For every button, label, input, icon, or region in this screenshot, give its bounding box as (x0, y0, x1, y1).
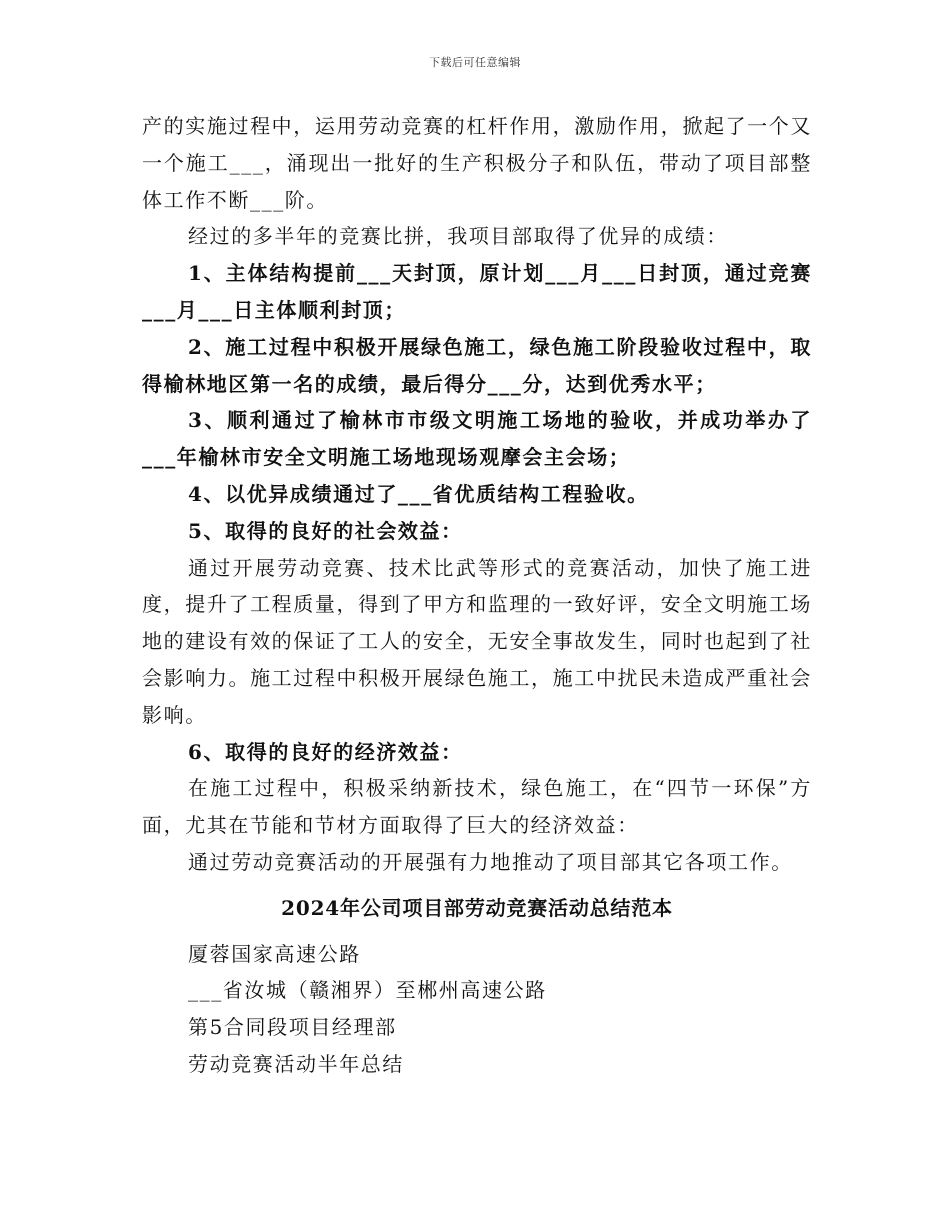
line-highway-route: ___省汝城（赣湘界）至郴州高速公路 (188, 978, 547, 1003)
line-contract-section: 第5合同段项目经理部 (188, 1015, 397, 1040)
result-item-5-heading: 5、取得的良好的社会效益： (188, 518, 463, 543)
line-summary-title: 劳动竞赛活动半年总结 (188, 1051, 404, 1076)
paragraph-conclusion: 通过劳动竞赛活动的开展强有力地推动了项目部其它各项工作。 (188, 849, 793, 874)
document-body (142, 108, 812, 1083)
paragraph-social-benefits: 通过开展劳动竞赛、技术比武等形式的竞赛活动，加快了施工进度，提升了工程质量，得到了甲方和监理的一致好评，安全文明施工场地的建设有效的保证了工人的安全，无安全事故发生，同时也起到了社会影响力。施工过程中积极开展绿色施工，施工中扰民未造成严重社会影响。 (142, 555, 812, 727)
line-highway-name: 厦蓉国家高速公路 (188, 941, 361, 966)
page-header: 下载后可任意编辑 (429, 56, 521, 69)
result-item-4: 4、以优异成绩通过了___省优质结构工程验收。 (188, 481, 649, 506)
result-item-6-heading: 6、取得的良好的经济效益： (188, 739, 463, 764)
paragraph-implementation: 产的实施过程中，运用劳动竞赛的杠杆作用，激励作用，掀起了一个又一个施工___，涌现出一批好的生产积极分子和队伍，带动了项目部整体工作不断___阶。 (142, 114, 812, 212)
section-title: 2024年公司项目部劳动竞赛活动总结范本 (281, 895, 673, 920)
paragraph-results-intro: 经过的多半年的竞赛比拼，我项目部取得了优异的成绩： (188, 224, 728, 249)
result-item-1: 1、主体结构提前___天封顶，原计划___月___日封顶，通过竞赛___月___日主体顺利封顶； (142, 261, 812, 322)
result-item-3: 3、顺利通过了榆林市市级文明施工场地的验收，并成功举办了___年榆林市安全文明施工场地现场观摩会主会场； (142, 408, 812, 470)
result-item-2: 2、施工过程中积极开展绿色施工，绿色施工阶段验收过程中，取得榆林地区第一名的成绩，最后得分___分，达到优秀水平； (142, 334, 812, 396)
paragraph-economic-benefits: 在施工过程中，积极采纳新技术，绿色施工，在“四节一环保”方面，尤其在节能和节材方面取得了巨大的经济效益： (142, 776, 812, 838)
